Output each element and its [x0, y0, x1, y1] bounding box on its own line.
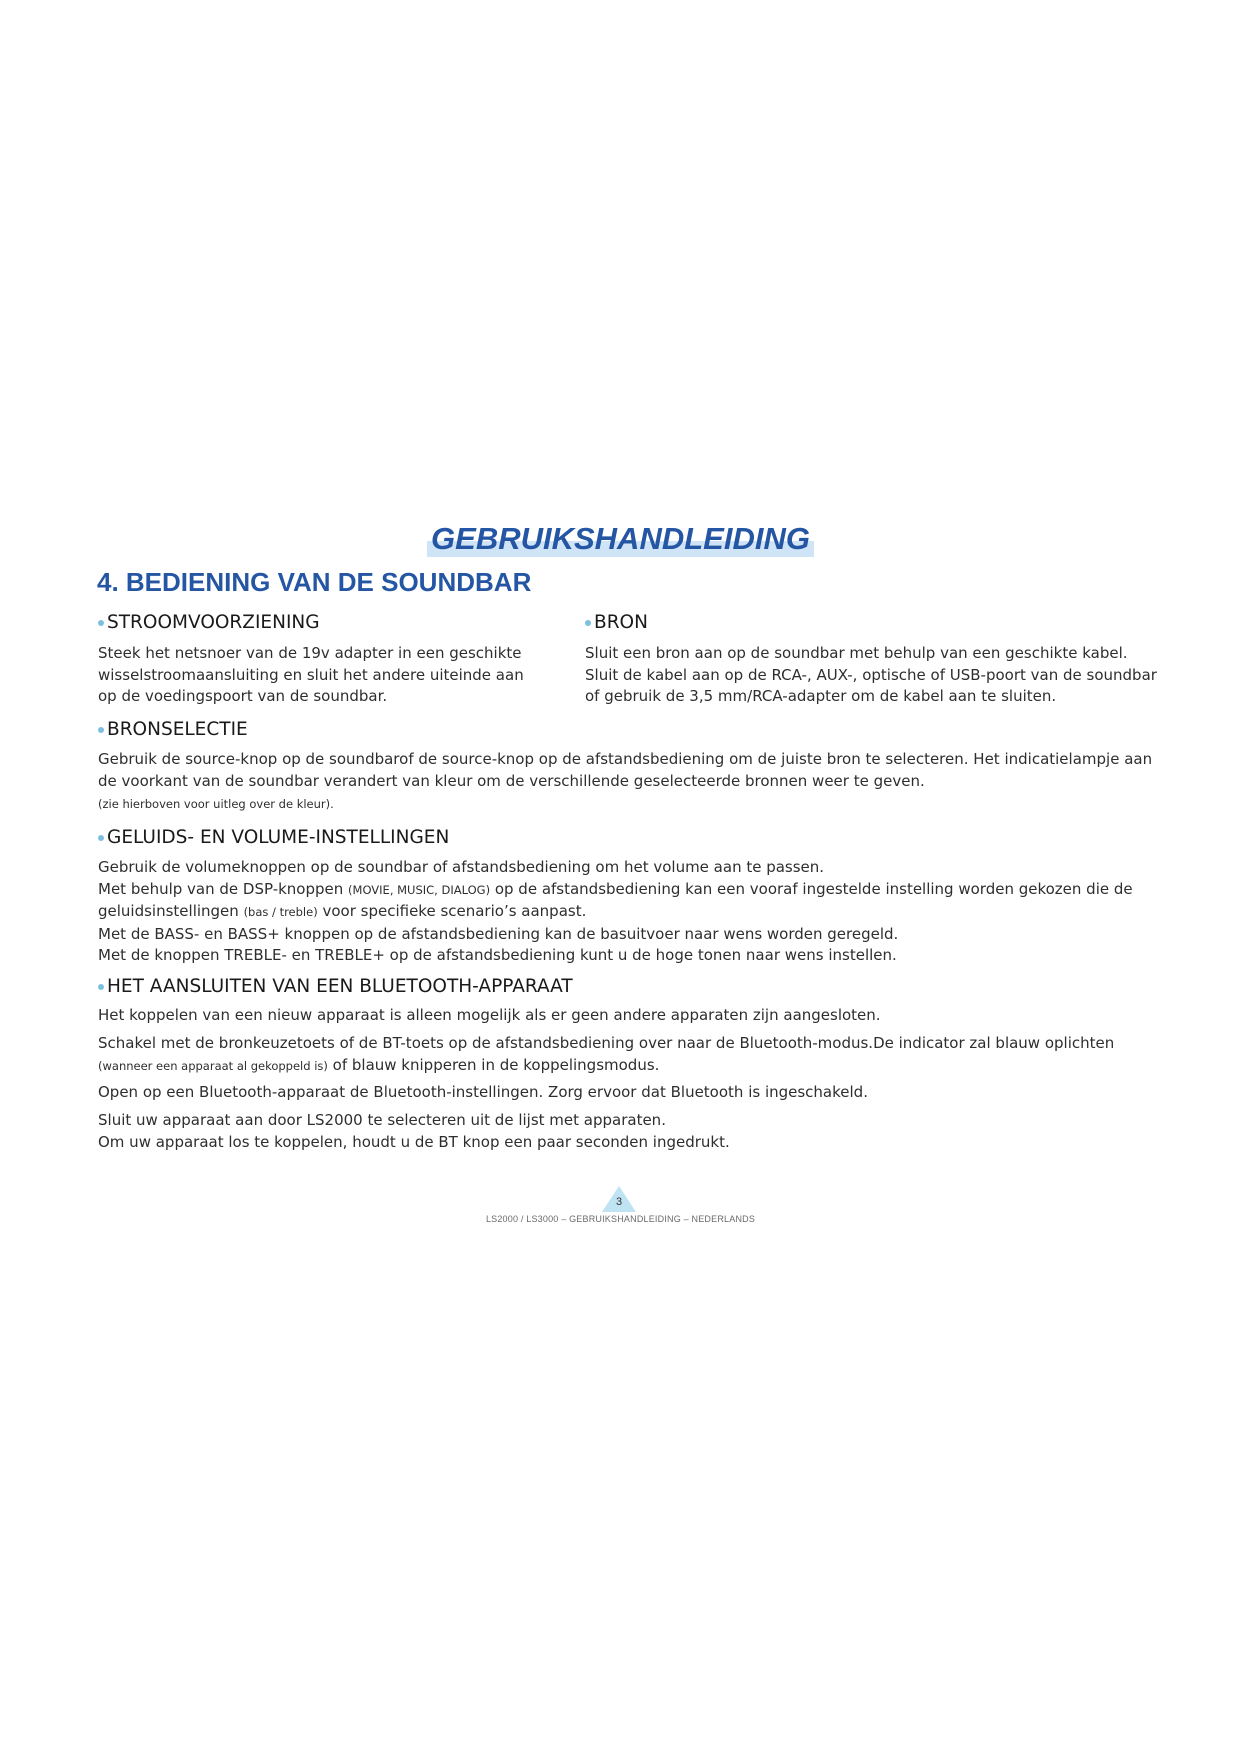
- text-line: de voorkant van de soundbar verandert van kleur om de verschillende geselecteerde bronnen weer te geven.: [98, 771, 925, 790]
- heading-bron: [585, 611, 648, 635]
- heading-bron-text: BRON: [594, 612, 648, 633]
- heading-geluid: [98, 826, 449, 850]
- dsp-buttons-note: (MOVIE, MUSIC, DIALOG): [348, 882, 491, 897]
- geluid-text: [98, 857, 1133, 967]
- text-line: of gebruik de 3,5 mm/RCA-adapter om de kabel aan te sluiten.: [585, 687, 1057, 705]
- bluetooth-p3: [98, 1082, 868, 1104]
- bullet-icon: [98, 835, 104, 841]
- paired-note: (wanneer een apparaat al gekoppeld is): [98, 1058, 328, 1073]
- text-segment: op de afstandsbediening kan een vooraf ingestelde instelling worden gekozen die de: [490, 879, 1133, 898]
- text-line: Sluit de kabel aan op de RCA-, AUX-, optische of USB-poort van de soundbar: [585, 665, 1157, 684]
- text-line: [98, 901, 1133, 924]
- bluetooth-p4: [98, 1110, 730, 1153]
- section-heading: 4. BEDIENING VAN DE SOUNDBAR: [97, 567, 532, 597]
- text-segment: of blauw knipperen in de koppelingsmodus.: [327, 1055, 660, 1074]
- text-line: Om uw apparaat los te koppelen, houdt u de BT knop een paar seconden ingedrukt.: [98, 1132, 730, 1151]
- heading-geluid-text: GELUIDS- EN VOLUME-INSTELLINGEN: [107, 827, 450, 848]
- heading-bluetooth: [98, 975, 573, 999]
- text-line: Met de knoppen TREBLE- en TREBLE+ op de afstandsbediening kunt u de hoge tonen naar wens instellen.: [98, 946, 897, 964]
- bullet-icon: [98, 620, 104, 626]
- text-line: Schakel met de bronkeuzetoets of de BT-toets op de afstandsbediening over naar de Bluetooth-modus.De indicator zal blauw oplichten: [98, 1034, 1115, 1052]
- text-line: [98, 1055, 1114, 1078]
- bron-text: [585, 643, 1157, 708]
- footer-text: LS2000 / LS3000 – GEBRUIKSHANDLEIDING – NEDERLANDS: [485, 1214, 756, 1224]
- text-line: Sluit een bron aan op de soundbar met behulp van een geschikte kabel.: [585, 644, 1128, 662]
- page-title-text: GEBRUIKSHANDLEIDING: [427, 521, 814, 557]
- text-line: Met de BASS- en BASS+ knoppen op de afstandsbediening kan de basuitvoer naar wens worden geregeld.: [98, 924, 899, 943]
- heading-bronselectie-text: BRONSELECTIE: [107, 719, 248, 740]
- stroomvoorziening-text: [98, 643, 524, 708]
- bronselectie-text: [98, 749, 1152, 816]
- bas-treble-note: (bas / treble): [243, 905, 318, 919]
- text-line: Sluit uw apparaat aan door LS2000 te selecteren uit de lijst met apparaten.: [98, 1111, 666, 1129]
- bronselectie-note: (zie hierboven voor uitleg over de kleur).: [98, 797, 334, 811]
- bullet-icon: [585, 620, 591, 626]
- text-line: Gebruik de volumeknoppen op de soundbar of afstandsbediening om het volume aan te passen.: [98, 858, 825, 876]
- text-line: Steek het netsnoer van de 19v adapter in een geschikte: [98, 644, 522, 662]
- text-line: op de voedingspoort van de soundbar.: [98, 687, 388, 705]
- text-segment: voor specifieke scenario’s aanpast.: [317, 902, 587, 920]
- heading-stroomvoorziening: [98, 611, 320, 635]
- bullet-icon: [98, 727, 104, 733]
- page-title: [0, 521, 1241, 557]
- text-line: Gebruik de source-knop op de soundbarof de source-knop op de afstandsbediening om de juiste bron te selecteren. Het indicatielampje aan: [98, 750, 1153, 768]
- heading-stroomvoorziening-text: STROOMVOORZIENING: [107, 612, 320, 633]
- page-number: 3: [615, 1196, 623, 1208]
- text-line: [98, 879, 1133, 902]
- bluetooth-p2: [98, 1033, 1114, 1077]
- text-line: Open op een Bluetooth-apparaat de Bluetooth-instellingen. Zorg ervoor dat Bluetooth is ingeschakeld.: [98, 1083, 868, 1101]
- heading-bronselectie: [98, 718, 248, 742]
- text-segment: Met behulp van de DSP-knoppen: [98, 879, 349, 898]
- bluetooth-p1: [98, 1005, 881, 1027]
- heading-bluetooth-text: HET AANSLUITEN VAN EEN BLUETOOTH-APPARAAT: [107, 976, 573, 997]
- text-line: Het koppelen van een nieuw apparaat is alleen mogelijk als er geen andere apparaten zijn aangesloten.: [98, 1006, 881, 1024]
- text-line: wisselstroomaansluiting en sluit het andere uiteinde aan: [98, 665, 524, 684]
- text-segment: geluidsinstellingen: [98, 902, 244, 920]
- bullet-icon: [98, 984, 104, 990]
